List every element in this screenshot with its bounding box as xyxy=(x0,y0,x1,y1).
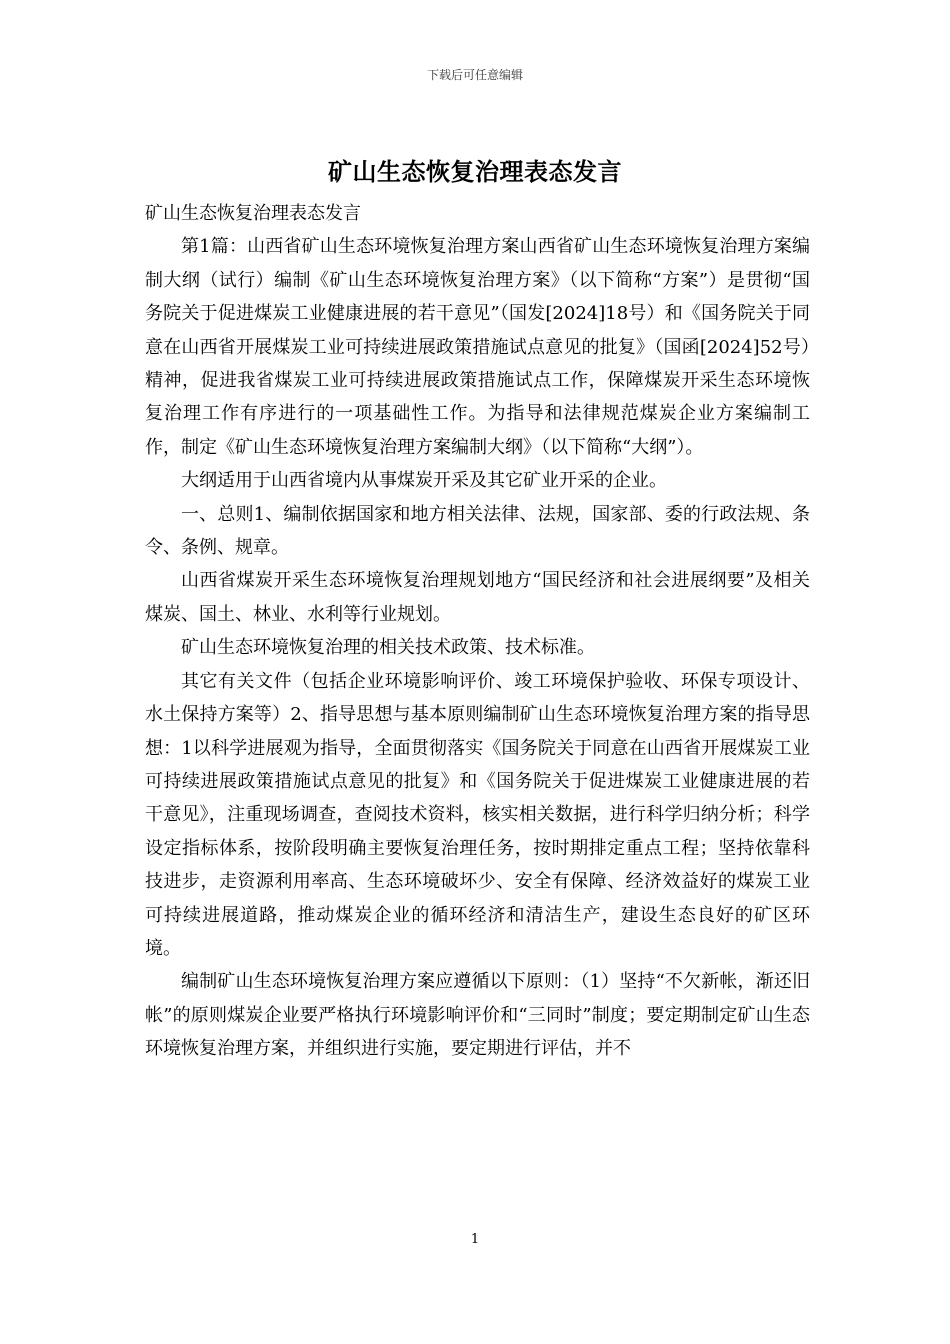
paragraph: 编制矿山生态环境恢复治理方案应遵循以下原则：（1）坚持“不欠新帐，渐还旧帐”的原则煤炭企业要严格执行环境影响评价和“三同时”制度；要定期制定矿山生态环境恢复治理方案，并组织进行实施，要定期进行评估，并不 xyxy=(145,971,810,1060)
paragraph: 大纲适用于山西省境内从事煤炭开采及其它矿业开采的企业。 xyxy=(181,470,667,492)
paragraph: 一、总则1、编制依据国家和地方相关法律、法规，国家部、委的行政法规、条令、条例、规章。 xyxy=(145,503,810,559)
page-number: 1 xyxy=(470,1232,480,1247)
paragraph: 山西省煤炭开采生态环境恢复治理规划地方“国民经济和社会进展纲要”及相关煤炭、国土、林业、水利等行业规划。 xyxy=(145,570,810,625)
document-body xyxy=(145,197,810,1066)
header-note: 下载后可任意编辑 xyxy=(426,68,523,82)
paragraph: 矿山生态环境恢复治理的相关技术政策、技术标准。 xyxy=(181,637,595,659)
document-subtitle: 矿山生态恢复治理表态发言 xyxy=(145,203,361,224)
paragraph: 第1篇：山西省矿山生态环境恢复治理方案山西省矿山生态环境恢复治理方案编制大纲（试行）编制《矿山生态环境恢复治理方案》（以下简称“方案”）是贯彻“国务院关于促进煤炭工业健康进展的若干意见”（国发[2024]18号）和《国务院关于同意在山西省开展煤炭工业可持续进展政策措施试点意见的批复》（国函[2024]52号）精神，促进我省煤炭工业可持续进展政策措施试点工作，保障煤炭开采生态环境恢复治理工作有序进行的一项基础性工作。为指导和法律规范煤炭企业方案编制工作，制定《矿山生态环境恢复治理方案编制大纲》（以下简称“大纲”）。 xyxy=(145,236,810,458)
paragraph: 其它有关文件（包括企业环境影响评价、竣工环境保护验收、环保专项设计、水土保持方案等）2、指导思想与基本原则编制矿山生态环境恢复治理方案的指导思想：1以科学进展观为指导，全面贯彻落实《国务院关于同意在山西省开展煤炭工业可持续进展政策措施试点意见的批复》和《国务院关于促进煤炭工业健康进展的若干意见》，注重现场调查，查阅技术资料，核实相关数据，进行科学归纳分析；科学设定指标体系，按阶段明确主要恢复治理任务，按时期排定重点工程；坚持依靠科技进步，走资源利用率高、生态环境破坏少、安全有保障、经济效益好的煤炭工业可持续进展道路，推动煤炭企业的循环经济和清洁生产，建设生态良好的矿区环境。 xyxy=(145,670,810,959)
document-title: 矿山生态恢复治理表态发言 xyxy=(328,157,622,186)
